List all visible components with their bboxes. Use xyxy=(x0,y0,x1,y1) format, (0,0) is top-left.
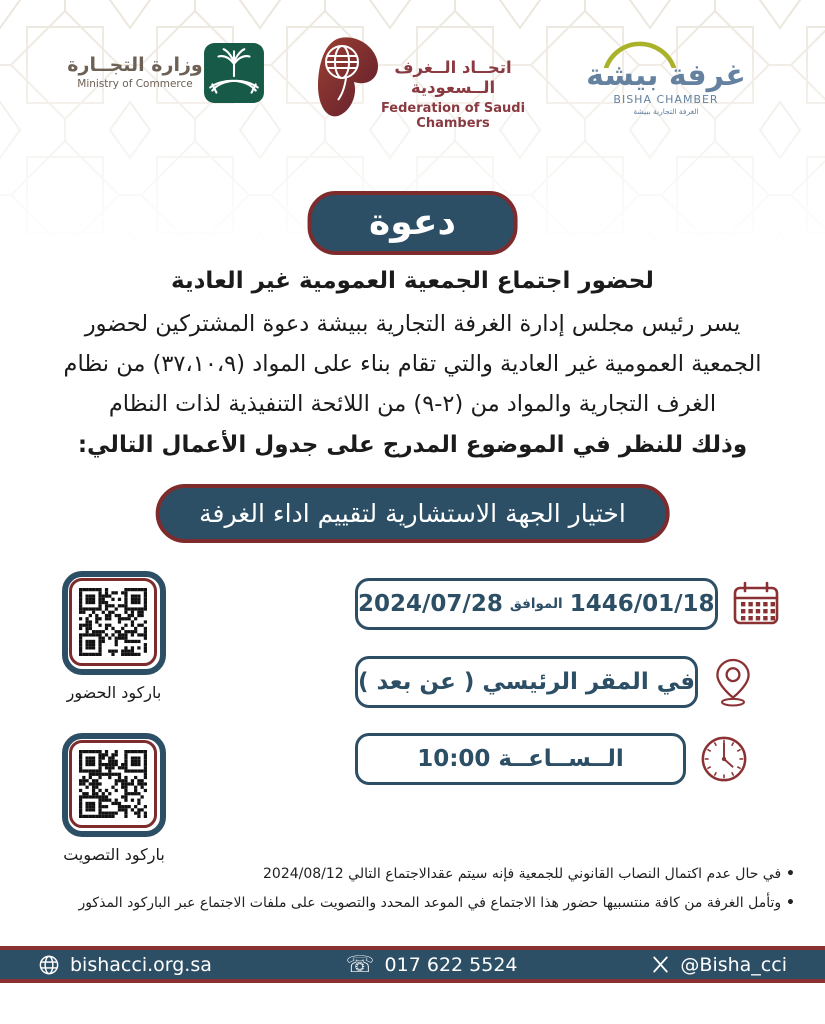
attendance-qr-block xyxy=(60,571,168,702)
ministry-of-commerce-logo xyxy=(66,54,204,90)
globe-icon xyxy=(38,954,60,976)
footer-bar xyxy=(0,946,825,983)
attendance-qr-frame xyxy=(62,571,166,675)
corresponding-label: الموافق xyxy=(509,596,563,612)
calendar-icon xyxy=(731,580,781,628)
footer-website-text[interactable]: bishacci.org.sa xyxy=(70,953,212,976)
body-line-1: يسر رئيس مجلس إدارة الغرفة التجارية ببيشة دعوة المشتركين لحضور xyxy=(84,311,741,337)
voting-qr-block xyxy=(60,733,168,864)
location-box: في المقر الرئيسي ( عن بعد ) xyxy=(355,656,698,708)
time-row xyxy=(355,733,749,785)
footer-phone[interactable] xyxy=(345,951,518,978)
body-line-3: الغرف التجارية والمواد من (٢-٩) من اللائحة التنفيذية لذات النظام xyxy=(108,391,717,417)
note-quorum: • في حال عدم اكتمال النصاب القانوني للجمعية فإنه سيتم عقدالاجتماع التالي 2024/08/12 xyxy=(15,860,795,889)
bisha-chamber-logo xyxy=(586,30,746,116)
phone-icon: ☏ xyxy=(345,951,375,978)
bisha-name-english: BISHA CHAMBER xyxy=(613,93,719,106)
attendance-qr-code xyxy=(79,588,147,656)
ministry-name-arabic: وزارة التجــارة xyxy=(67,54,203,76)
footnotes xyxy=(15,860,795,918)
federation-name-arabic: اتحــاد الــغرف الــسعودية xyxy=(394,58,512,97)
location-row xyxy=(355,655,749,709)
bisha-tagline: الغرفة التجارية ببيشة xyxy=(633,107,699,116)
voting-qr-code xyxy=(79,750,147,818)
invitation-badge: دعوة xyxy=(307,191,518,255)
federation-name-english: Federation of Saudi Chambers xyxy=(380,101,526,131)
footer-website[interactable] xyxy=(38,954,212,976)
federation-logo-text xyxy=(360,58,546,131)
location-pin-icon xyxy=(711,655,755,709)
x-logo-icon xyxy=(651,955,670,974)
agenda-item-box: اختيار الجهة الاستشارية لتقييم اداء الغرفة xyxy=(155,484,670,543)
clock-icon xyxy=(699,734,749,784)
date-row xyxy=(355,578,749,630)
footer-social[interactable] xyxy=(651,954,787,976)
agenda-intro: وذلك للنظر في الموضوع المدرج على جدول الأعمال التالي: xyxy=(77,432,748,458)
body-line-2: الجمعية العمومية غير العادية والتي تقام بناء على المواد (٣٧،١٠،٩) من نظام xyxy=(63,351,762,377)
time-box: الــســاعــة 10:00 xyxy=(355,733,686,785)
hijri-date: 1446/01/18 xyxy=(569,591,715,617)
date-box xyxy=(355,578,718,630)
note-attendance: • وتأمل الغرفة من كافة منتسبيها حضور هذا الاجتماع في الموعد المحدد والتصويت على ملفات الاجتماع عبر الباركود المذكور xyxy=(15,889,795,918)
voting-qr-frame xyxy=(62,733,166,837)
attendance-qr-label: باركود الحضور xyxy=(66,683,162,702)
invitation-heading: لحضور اجتماع الجمعية العمومية غير العادية xyxy=(171,268,654,294)
voting-qr-label: باركود التصويت xyxy=(63,845,165,864)
invitation-body xyxy=(0,304,825,424)
gregorian-date: 2024/07/28 xyxy=(358,591,503,617)
ministry-name-english: Ministry of Commerce xyxy=(77,78,193,90)
bisha-name-arabic: غرفة بيشة xyxy=(586,58,746,93)
saudi-emblem-icon xyxy=(203,42,265,104)
footer-phone-text[interactable]: 017 622 5524 xyxy=(384,953,518,976)
footer-handle-text[interactable]: @Bisha_cci xyxy=(680,953,787,976)
